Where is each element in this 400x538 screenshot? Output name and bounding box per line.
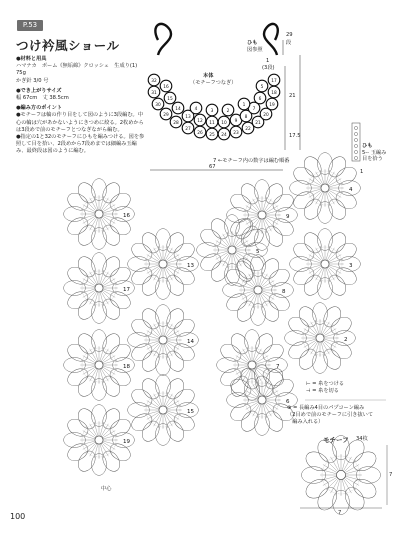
cord-label: ひも (247, 40, 258, 46)
legend-item: ⊕ = 長編み4目のパプコーン編み (287, 405, 365, 411)
schematic-motif-number: 18 (271, 90, 277, 96)
schematic-motif-number: 26 (197, 130, 203, 136)
schematic-motif (254, 92, 266, 104)
chart-motif-number: 3 (349, 263, 353, 269)
schematic-motif-number: 19 (269, 102, 275, 108)
chart-motif-number: 14 (187, 339, 194, 345)
single-motif-chart (301, 435, 380, 514)
dim-top-a: 29 (286, 32, 293, 38)
schematic-motif (160, 108, 172, 120)
motif-dim: 7 (389, 472, 393, 478)
schematic-motif-number: 24 (221, 132, 227, 138)
schematic-motif-number: 25 (209, 132, 215, 138)
motif-order-note: 7 ←モチーフ内の数字は編む順番 (213, 158, 290, 164)
schematic-motif-number: 14 (175, 106, 181, 112)
dim-top-b: 段 (286, 40, 292, 46)
schematic-motif-number: 4 (194, 106, 198, 112)
schematic-motif (268, 74, 280, 86)
page-title: つけ衿風ショール (16, 38, 120, 53)
schematic-motif-number: 12 (197, 118, 203, 124)
materials-heading: ●材料と用具 (16, 56, 47, 62)
schematic-motif-number: 9 (234, 118, 238, 124)
legend-block (306, 381, 344, 395)
schematic-motif (238, 98, 250, 110)
schematic-motif-number: 11 (209, 120, 215, 126)
chart-motif-number: 13 (187, 263, 194, 269)
points-line: ●指定の1と32のモチーフにひもを編みつける。図を参 (16, 134, 145, 141)
cord-detail (352, 123, 360, 161)
schematic-motif-number: 15 (167, 96, 173, 102)
chart-motif-number: 19 (123, 439, 130, 445)
chart-motif-number: 6 (286, 399, 290, 405)
schematic-motif-number: 23 (233, 130, 239, 136)
schematic-motif (206, 128, 218, 140)
schematic-motif-number: 10 (221, 120, 227, 126)
schematic-motif-number: 5 (260, 84, 264, 90)
chart-motif-number: 17 (123, 287, 130, 293)
schematic-motif-number: 3 (210, 108, 214, 114)
schematic-motif-number: 29 (163, 112, 169, 118)
schematic-motif-number: 13 (185, 114, 191, 120)
chart-motif-number: 7 (276, 364, 280, 370)
cord-left (155, 24, 171, 55)
cord-ref: 図参照 (247, 47, 263, 53)
chart-motif-number: 4 (349, 187, 353, 193)
schematic-motif (170, 116, 182, 128)
body-label: 本体 (203, 73, 214, 79)
schematic-motif (266, 98, 278, 110)
page-tag: P.53 (17, 20, 43, 31)
points-line: 照して目を拾い、2段めから7段めまでは細編み玉編 (16, 141, 137, 148)
schematic-motif-number: 30 (155, 102, 161, 108)
dim-width: 67 (209, 164, 216, 170)
dim-height: 17.5 (289, 133, 301, 139)
motif-label: モチーフ (323, 436, 349, 444)
schematic-motif (194, 114, 206, 126)
page-number: 100 (10, 512, 26, 521)
schematic-motif (218, 116, 230, 128)
schematic-motif-number: 7 (252, 106, 256, 112)
chart-motif-number: 16 (123, 213, 130, 219)
schematic-motif (172, 102, 184, 114)
cord-stitch (354, 138, 357, 141)
schematic-motif (164, 92, 176, 104)
motif-flower (301, 435, 380, 514)
dim-right: 21 (289, 93, 296, 99)
motif-dim-bottom: 7 (338, 510, 342, 516)
schematic-motif (182, 122, 194, 134)
legend-block-2 (287, 405, 373, 427)
chart-motif-number: 2 (344, 337, 348, 343)
schematic-motif (222, 104, 234, 116)
cord-stitch (354, 132, 357, 135)
chart-motif-number: 9 (286, 214, 290, 220)
schematic-motif (230, 126, 242, 138)
cord-detail-arrow: 1 (360, 169, 364, 175)
schematic-motif-number: 8 (244, 114, 248, 120)
schematic-motif-number: 20 (263, 112, 269, 118)
legend-item: 編み入れる） (287, 419, 324, 426)
schematic-motif-number: 17 (271, 78, 277, 84)
schematic-motif (194, 126, 206, 138)
cord-detail-label: ひも (362, 143, 373, 149)
materials-yarn: ハマナカ ボーム《無垢綿》クロッシェ 生成り(1) (16, 63, 138, 70)
schematic-motif (160, 80, 172, 92)
motif-count: 34枚 (356, 436, 368, 442)
schematic-motif (190, 102, 202, 114)
chart-motif-number: 5 (256, 249, 260, 255)
schematic-motif-number: 2 (226, 108, 230, 114)
schematic-motif-number: 1 (242, 102, 246, 108)
legend-item: ⊢ = 糸をつける (306, 381, 345, 387)
schematic-motif (148, 86, 160, 98)
schematic-motif-number: 28 (173, 120, 179, 126)
points-heading: ●編み方のポイント (16, 105, 63, 112)
cord-stitch (354, 156, 357, 159)
cord-stitch (354, 126, 357, 129)
schematic-motif (148, 74, 160, 86)
points-line: み、最終段は図のように編む。 (16, 148, 89, 155)
size-heading: ●でき上がりサイズ (16, 87, 62, 94)
schematic-motif (206, 104, 218, 116)
cord-stitch (354, 150, 357, 153)
schematic-motif (206, 116, 218, 128)
legend-item: （2目めで前のモチーフに引き抜いて (287, 412, 374, 419)
points-line: ●モチーフは輪の作り目をして図のように3段編む。中 (16, 112, 143, 119)
cord-detail-note: 目を拾う (362, 156, 383, 162)
materials-hook: かぎ針 3/0 号 (16, 77, 49, 84)
materials-amount: 75g (16, 70, 26, 77)
chart-motif-number: 15 (187, 409, 194, 415)
schematic-motif (218, 128, 230, 140)
body-sub: （モチーフつなぎ） (190, 80, 237, 86)
schematic-motif-number: 27 (185, 126, 191, 132)
schematic-motif-number: 31 (151, 90, 157, 96)
schematic-motif (152, 98, 164, 110)
cord-detail-note: 5-- 玉編み (362, 150, 387, 156)
chart-motif-number: 18 (123, 364, 130, 370)
center-label: 中心 (101, 486, 112, 492)
schematic-motif-number: 16 (163, 84, 169, 90)
schematic-motif (268, 86, 280, 98)
size-value: 幅 67cm 丈 38.5cm (16, 95, 69, 102)
schematic-motif-number: 32 (151, 78, 157, 84)
points-line: 心の輪は穴があかないようにきつめに絞る。2枚めから (16, 119, 144, 126)
schematic-motif-number: 22 (245, 126, 251, 132)
schematic-motif (256, 80, 268, 92)
legend-item: ⊣ = 糸を切る (306, 388, 339, 395)
cord-stitch (354, 144, 357, 147)
chart-motif-number: 8 (282, 289, 286, 295)
dim-cm2: (3段) (262, 65, 275, 71)
schematic-motif-number: 6 (258, 96, 262, 102)
dim-cm1: 1 (266, 58, 270, 64)
cord-right (264, 24, 278, 55)
schematic-motif-number: 21 (255, 120, 261, 126)
points-line: は3段めで前のモチーフとつなぎながら編む。 (16, 126, 123, 133)
